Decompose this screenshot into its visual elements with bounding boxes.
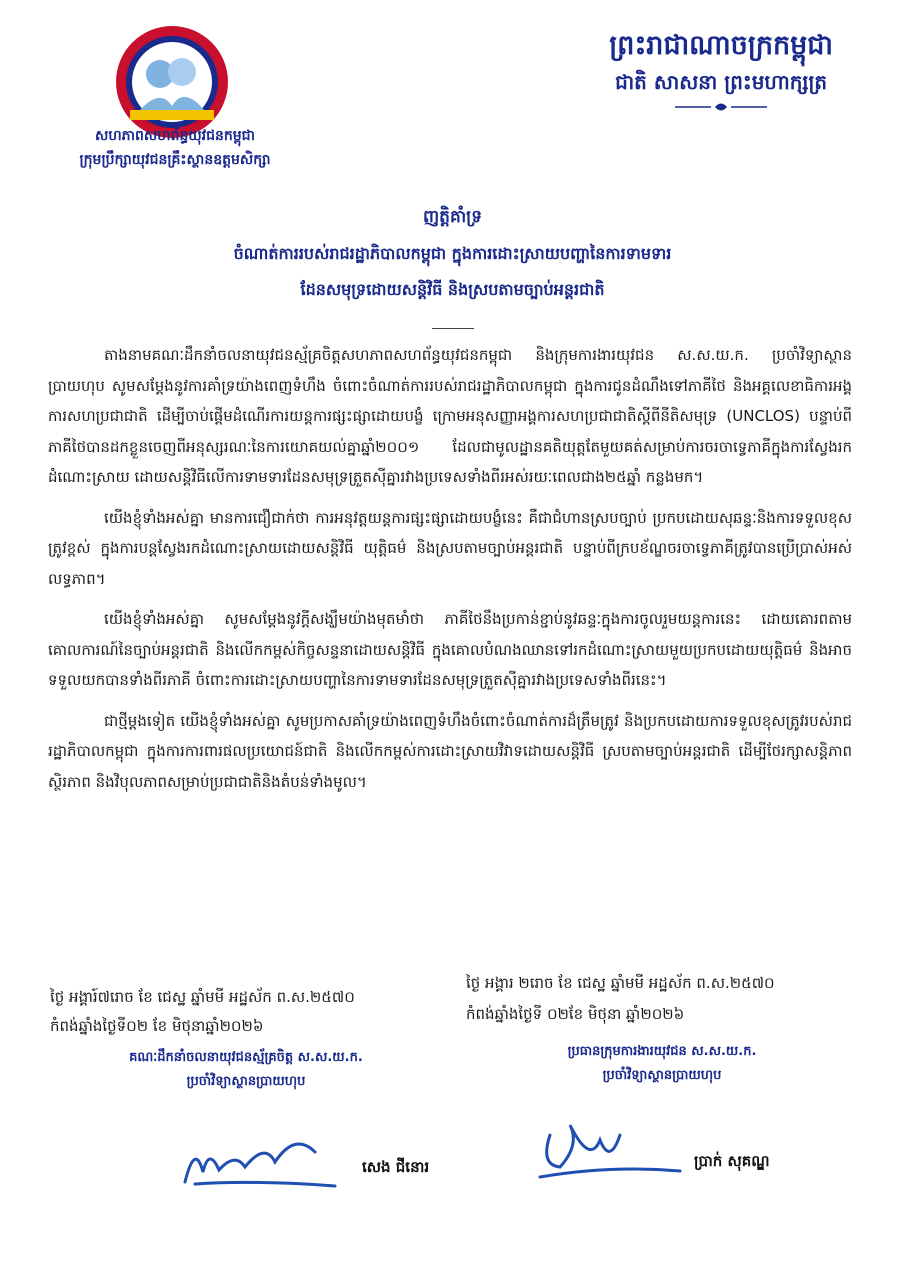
- left-date-solar: កំពង់ឆ្នាំងថ្ងៃទី០២ ខែ មិថុនាឆ្នាំ២០២៦: [50, 1017, 264, 1035]
- org-name-line2: ក្រុមប្រឹក្សាយុវជនគ្រឹះស្ថានឧត្តមសិក្សា: [79, 152, 271, 168]
- right-date-lunar: ថ្ងៃ អង្គារ ២រោច ខែ ជេស្ឋ ឆ្នាំមមី អដ្ឋស័ក ព.ស.២៥៧០: [466, 974, 775, 992]
- paragraph: ជាថ្មីម្ដងទៀត យើងខ្ញុំទាំងអស់គ្នា សូមប្រកាសគាំទ្រយ៉ាងពេញទំហឹងចំពោះចំណាត់ការដ៏ត្រឹមត្រូវ និងប្រកបដោយការទទួលខុសត្រូវរបស់រាជរដ្ឋាភិបាលកម្ពុជា ក្នុងការការពារផលប្រយោជន៍ជាតិ និងលើកកម្ពស់ការដោះស្រាយវិវាទដោយសន្តិវិធី ស្របតាមច្បាប់អន្តរជាតិ ដើម្បីថែរក្សាសន្តិភាព ស្ថិរភាព និងវិបុលភាពសម្រាប់ប្រជាជាតិនិងតំបន់ទាំងមូល។: [48, 711, 852, 791]
- left-date-block: [50, 983, 355, 1041]
- ornament-divider: [671, 100, 771, 114]
- document-body: [48, 340, 852, 807]
- title-line1: ចំណាត់ការរបស់រាជរដ្ឋាភិបាលកម្ពុជា ក្នុងការដោះស្រាយបញ្ហានៃការទាមទារ: [233, 244, 672, 263]
- right-signature: [510, 1105, 690, 1195]
- paragraph: តាងនាមគណៈដឹកនាំចលនាយុវជនស្ម័គ្រចិត្តសហភាពសហព័ន្ធយុវជនកម្ពុជា និងក្រុមការងារយុវជន ស.ស.យ.ក. ប្រចាំវិទ្យាស្ថានប្រាយហុប សូមសម្ដែងនូវការគាំទ្រយ៉ាងពេញទំហឹង ចំពោះចំណាត់ការរបស់រាជរដ្ឋាភិបាលកម្ពុជា ក្នុងការជូនដំណឹងទៅភាគីថៃ និងអគ្គលេខាធិការអង្គការសហប្រជាជាតិ ដើម្បីចាប់ផ្ដើមដំណើរការយន្តការផ្សះផ្សាដោយបង្ខំ ក្រោមអនុសញ្ញាអង្គការសហប្រជាជាតិស្ដីពីនីតិសមុទ្រ (UNCLOS) បន្ទាប់ពីភាគីថៃបានដកខ្លួនចេញពីអនុស្សរណៈនៃការយោគយល់គ្នាឆ្នាំ២០០១ ដែលជាមូលដ្ឋានគតិយុត្តតែមួយគត់សម្រាប់ការចរចាទ្វេភាគីក្នុងការស្វែងរកដំណោះស្រាយ ដោយសន្តិវិធីលើការទាមទារដែនសមុទ្រត្រួតស៊ីគ្នារវាងប្រទេសទាំងពីរអស់រយៈពេលជាង២៥ឆ្នាំ កន្លងមក។: [48, 346, 852, 486]
- right-signer-title: [512, 1040, 812, 1088]
- document-type: ញត្តិគាំទ្រ: [422, 207, 483, 227]
- kingdom-line2: ជាតិ សាសនា ព្រះមហាក្សត្រ: [615, 70, 828, 94]
- left-date-lunar: ថ្ងៃ អង្គារ៍៧រោច ខែ ជេស្ឋ ឆ្នាំមមី អដ្ឋស័ក ព.ស.២៥៧០: [50, 988, 355, 1006]
- title-line2: ដែនសមុទ្រដោយសន្តិវិធី និងស្របតាមច្បាប់អន្តរជាតិ: [300, 280, 605, 299]
- left-signer-title: [96, 1046, 396, 1094]
- org-name-line1: សហភាពសហព័ន្ធយុវជនកម្ពុជា: [95, 128, 255, 144]
- kingdom-motto: [609, 26, 833, 118]
- right-signer-name: ប្រាក់ សុគណ្ឌ: [694, 1152, 770, 1170]
- paragraph: យើងខ្ញុំទាំងអស់គ្នា សូមសម្ដែងនូវក្ដីសង្ឃឹមយ៉ាងមុតមាំថា ភាគីថៃនឹងប្រកាន់ខ្ជាប់នូវឆន្ទៈក្នុងការចូលរួមយន្តការនេះ ដោយគោរពតាមគោលការណ៍នៃច្បាប់អន្តរជាតិ និងលើកកម្ពស់កិច្ចសន្ទនាដោយសន្តិវិធី ក្នុងគោលបំណងឈានទៅរកដំណោះស្រាយមួយប្រកបដោយយុត្តិធម៌ និងអាចទទួលយកបានទាំងពីរភាគី ចំពោះការដោះស្រាយបញ្ហានៃការទាមទារដែនសមុទ្រត្រួតស៊ីគ្នារវាងប្រទេសទាំងពីរនេះ។: [48, 610, 852, 689]
- left-signer-name: សេង ជីនោរ: [362, 1158, 430, 1176]
- title-divider: [432, 328, 474, 329]
- right-date-solar: កំពង់ឆ្នាំងថ្ងៃទី ០២ខែ មិថុនា ឆ្នាំ២០២៦: [466, 1005, 685, 1023]
- organization-name: [20, 124, 330, 172]
- paragraph: យើងខ្ញុំទាំងអស់គ្នា មានការជឿជាក់ថា ការអនុវត្តយន្តការផ្សះផ្សាដោយបង្ខំនេះ គឺជាជំហានស្របច្បាប់ ប្រកបដោយសុឆន្ទៈនិងការទទួលខុសត្រូវខ្ពស់ ក្នុងការបន្តស្វែងរកដំណោះស្រាយដោយសន្តិវិធី យុត្តិធម៌ និងស្របតាមច្បាប់អន្តរជាតិ បន្ទាប់ពីក្របខ័ណ្ឌចរចាទ្វេភាគីត្រូវបានប្រើប្រាស់អស់លទ្ធភាព។: [48, 508, 852, 588]
- left-signer-line1: គណៈដឹកនាំចលនាយុវជនស្ម័គ្រចិត្ត ស.ស.យ.ក.: [129, 1050, 363, 1065]
- left-signature: [175, 1112, 345, 1202]
- left-signer-line2: ប្រចាំវិទ្យាស្ថានប្រាយហុប: [186, 1074, 306, 1089]
- document-title: [60, 236, 845, 308]
- right-signer-line1: ប្រធានក្រុមការងារយុវជន ស.ស.យ.ក.: [567, 1044, 757, 1059]
- kingdom-line1: ព្រះរាជាណាចក្រកម្ពុជា: [609, 30, 833, 61]
- right-date-block: [466, 968, 775, 1030]
- right-signer-line2: ប្រចាំវិទ្យាស្ថានប្រាយហុប: [602, 1068, 722, 1083]
